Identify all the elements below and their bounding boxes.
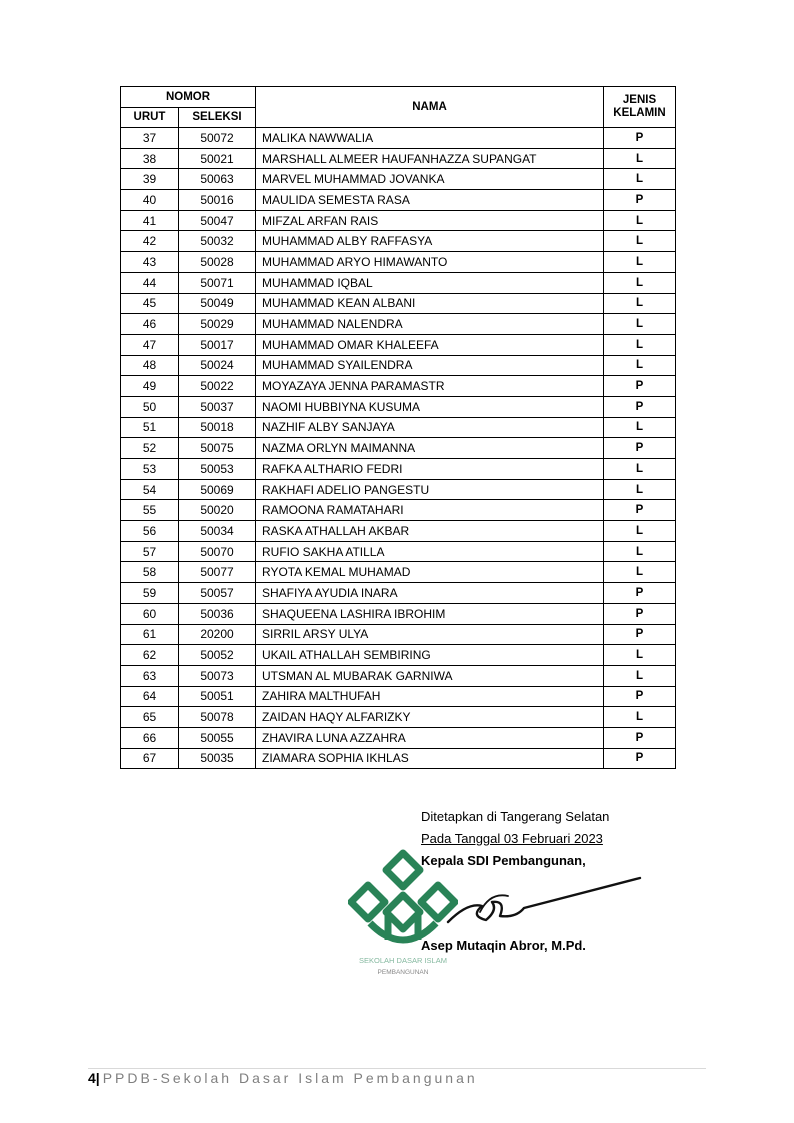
row-urut: 55 (121, 500, 179, 521)
signing-location: Ditetapkan di Tangerang Selatan (421, 809, 610, 824)
row-nama: NAOMI HUBBIYNA KUSUMA (256, 396, 604, 417)
row-nama: RAMOONA RAMATAHARI (256, 500, 604, 521)
row-urut: 57 (121, 541, 179, 562)
row-seleksi: 50029 (179, 314, 256, 335)
table-row (121, 521, 676, 542)
row-nama: RUFIO SAKHA ATILLA (256, 541, 604, 562)
row-jenis-kelamin: P (604, 500, 676, 521)
row-nama: ZAIDAN HAQY ALFARIZKY (256, 707, 604, 728)
row-jenis-kelamin: P (604, 376, 676, 397)
row-nama: MARVEL MUHAMMAD JOVANKA (256, 169, 604, 190)
row-nama: ZAHIRA MALTHUFAH (256, 686, 604, 707)
row-urut: 67 (121, 748, 179, 769)
row-urut: 43 (121, 252, 179, 273)
row-jenis-kelamin: L (604, 210, 676, 231)
table-row (121, 541, 676, 562)
row-urut: 63 (121, 665, 179, 686)
row-nama: RASKA ATHALLAH AKBAR (256, 521, 604, 542)
row-urut: 53 (121, 459, 179, 480)
row-nama: MOYAZAYA JENNA PARAMASTR (256, 376, 604, 397)
row-jenis-kelamin: L (604, 148, 676, 169)
header-kelamin: KELAMIN (613, 107, 666, 119)
row-nama: SHAQUEENA LASHIRA IBROHIM (256, 603, 604, 624)
row-urut: 65 (121, 707, 179, 728)
row-seleksi: 50034 (179, 521, 256, 542)
table-row (121, 479, 676, 500)
row-seleksi: 50049 (179, 293, 256, 314)
row-urut: 61 (121, 624, 179, 645)
row-nama: MUHAMMAD IQBAL (256, 272, 604, 293)
table-row (121, 272, 676, 293)
row-jenis-kelamin: L (604, 541, 676, 562)
row-seleksi: 50077 (179, 562, 256, 583)
table-row (121, 707, 676, 728)
footer-text: PPDB-Sekolah Dasar Islam Pembangunan (102, 1070, 478, 1086)
table-row (121, 645, 676, 666)
row-jenis-kelamin: L (604, 314, 676, 335)
row-seleksi: 20200 (179, 624, 256, 645)
row-seleksi: 50018 (179, 417, 256, 438)
row-jenis-kelamin: P (604, 128, 676, 149)
row-jenis-kelamin: L (604, 334, 676, 355)
row-urut: 51 (121, 417, 179, 438)
row-urut: 46 (121, 314, 179, 335)
signer-name: Asep Mutaqin Abror, M.Pd. (421, 938, 586, 953)
table-row (121, 417, 676, 438)
row-urut: 42 (121, 231, 179, 252)
row-urut: 54 (121, 479, 179, 500)
table-row (121, 583, 676, 604)
page-number: 4 (88, 1070, 96, 1086)
table-row (121, 624, 676, 645)
row-urut: 64 (121, 686, 179, 707)
row-jenis-kelamin: L (604, 169, 676, 190)
row-urut: 59 (121, 583, 179, 604)
header-jenis-kelamin (604, 87, 676, 128)
row-jenis-kelamin: P (604, 603, 676, 624)
table-row (121, 686, 676, 707)
table-row (121, 190, 676, 211)
row-urut: 56 (121, 521, 179, 542)
row-urut: 52 (121, 438, 179, 459)
row-jenis-kelamin: P (604, 727, 676, 748)
row-jenis-kelamin: L (604, 521, 676, 542)
row-nama: NAZMA ORLYN MAIMANNA (256, 438, 604, 459)
row-seleksi: 50037 (179, 396, 256, 417)
row-seleksi: 50055 (179, 727, 256, 748)
table-row (121, 727, 676, 748)
table-row (121, 355, 676, 376)
header-seleksi: SELEKSI (179, 108, 256, 128)
row-urut: 60 (121, 603, 179, 624)
row-nama: SHAFIYA AYUDIA INARA (256, 583, 604, 604)
row-jenis-kelamin: L (604, 707, 676, 728)
row-jenis-kelamin: P (604, 438, 676, 459)
row-nama: UKAIL ATHALLAH SEMBIRING (256, 645, 604, 666)
row-nama: RAKHAFI ADELIO PANGESTU (256, 479, 604, 500)
row-urut: 62 (121, 645, 179, 666)
row-nama: ZHAVIRA LUNA AZZAHRA (256, 727, 604, 748)
table-row (121, 438, 676, 459)
table-row (121, 396, 676, 417)
row-seleksi: 50069 (179, 479, 256, 500)
row-urut: 45 (121, 293, 179, 314)
row-jenis-kelamin: L (604, 417, 676, 438)
row-urut: 49 (121, 376, 179, 397)
row-nama: MUHAMMAD ARYO HIMAWANTO (256, 252, 604, 273)
row-jenis-kelamin: P (604, 624, 676, 645)
table-row (121, 252, 676, 273)
row-seleksi: 50047 (179, 210, 256, 231)
row-nama: RAFKA ALTHARIO FEDRI (256, 459, 604, 480)
row-seleksi: 50053 (179, 459, 256, 480)
row-urut: 47 (121, 334, 179, 355)
footer-divider (88, 1068, 706, 1069)
row-nama: MUHAMMAD ALBY RAFFASYA (256, 231, 604, 252)
header-nama: NAMA (256, 87, 604, 128)
row-seleksi: 50017 (179, 334, 256, 355)
signing-date: Pada Tanggal 03 Februari 2023 (421, 831, 603, 846)
row-seleksi: 50078 (179, 707, 256, 728)
row-nama: MUHAMMAD SYAILENDRA (256, 355, 604, 376)
row-seleksi: 50020 (179, 500, 256, 521)
row-jenis-kelamin: P (604, 583, 676, 604)
header-nomor: NOMOR (121, 87, 256, 108)
student-table-body (121, 128, 676, 769)
table-row (121, 376, 676, 397)
table-row (121, 314, 676, 335)
row-seleksi: 50022 (179, 376, 256, 397)
row-seleksi: 50024 (179, 355, 256, 376)
row-urut: 39 (121, 169, 179, 190)
row-nama: MAULIDA SEMESTA RASA (256, 190, 604, 211)
row-jenis-kelamin: L (604, 665, 676, 686)
row-nama: MALIKA NAWWALIA (256, 128, 604, 149)
footer-separator: | (95, 1070, 100, 1086)
student-table (120, 86, 676, 769)
row-nama: NAZHIF ALBY SANJAYA (256, 417, 604, 438)
row-nama: ZIAMARA SOPHIA IKHLAS (256, 748, 604, 769)
row-jenis-kelamin: L (604, 645, 676, 666)
row-jenis-kelamin: P (604, 396, 676, 417)
table-row (121, 665, 676, 686)
row-nama: MUHAMMAD KEAN ALBANI (256, 293, 604, 314)
row-urut: 41 (121, 210, 179, 231)
table-row (121, 562, 676, 583)
table-row (121, 231, 676, 252)
row-nama: MUHAMMAD OMAR KHALEEFA (256, 334, 604, 355)
table-row (121, 169, 676, 190)
table-row (121, 334, 676, 355)
row-jenis-kelamin: L (604, 231, 676, 252)
header-jenis: JENIS (622, 94, 657, 106)
row-urut: 37 (121, 128, 179, 149)
table-row (121, 128, 676, 149)
signature-scribble (440, 872, 645, 932)
row-seleksi: 50075 (179, 438, 256, 459)
table-row (121, 603, 676, 624)
row-seleksi: 50035 (179, 748, 256, 769)
row-seleksi: 50073 (179, 665, 256, 686)
row-nama: RYOTA KEMAL MUHAMAD (256, 562, 604, 583)
seal-text-line1: SEKOLAH DASAR ISLAM (359, 956, 447, 965)
row-seleksi: 50036 (179, 603, 256, 624)
table-row (121, 210, 676, 231)
table-row (121, 148, 676, 169)
row-nama: MARSHALL ALMEER HAUFANHAZZA SUPANGAT (256, 148, 604, 169)
row-seleksi: 50070 (179, 541, 256, 562)
row-nama: UTSMAN AL MUBARAK GARNIWA (256, 665, 604, 686)
table-row (121, 748, 676, 769)
row-seleksi: 50072 (179, 128, 256, 149)
page-footer (88, 1070, 478, 1086)
row-urut: 66 (121, 727, 179, 748)
row-seleksi: 50016 (179, 190, 256, 211)
row-nama: MUHAMMAD NALENDRA (256, 314, 604, 335)
row-jenis-kelamin: L (604, 355, 676, 376)
row-seleksi: 50071 (179, 272, 256, 293)
row-nama: SIRRIL ARSY ULYA (256, 624, 604, 645)
row-jenis-kelamin: L (604, 272, 676, 293)
row-jenis-kelamin: L (604, 293, 676, 314)
signer-role: Kepala SDI Pembangunan, (421, 853, 586, 868)
row-jenis-kelamin: L (604, 252, 676, 273)
row-jenis-kelamin: L (604, 479, 676, 500)
table-row (121, 500, 676, 521)
row-seleksi: 50063 (179, 169, 256, 190)
row-jenis-kelamin: P (604, 748, 676, 769)
row-seleksi: 50057 (179, 583, 256, 604)
row-jenis-kelamin: L (604, 459, 676, 480)
row-urut: 48 (121, 355, 179, 376)
row-jenis-kelamin: L (604, 562, 676, 583)
row-seleksi: 50032 (179, 231, 256, 252)
row-urut: 44 (121, 272, 179, 293)
row-urut: 50 (121, 396, 179, 417)
row-urut: 40 (121, 190, 179, 211)
row-seleksi: 50052 (179, 645, 256, 666)
row-urut: 38 (121, 148, 179, 169)
row-seleksi: 50021 (179, 148, 256, 169)
row-jenis-kelamin: P (604, 190, 676, 211)
table-row (121, 293, 676, 314)
row-nama: MIFZAL ARFAN RAIS (256, 210, 604, 231)
row-seleksi: 50051 (179, 686, 256, 707)
row-seleksi: 50028 (179, 252, 256, 273)
seal-text-line2: PEMBANGUNAN (377, 969, 429, 976)
row-jenis-kelamin: P (604, 686, 676, 707)
header-urut: URUT (121, 108, 179, 128)
row-urut: 58 (121, 562, 179, 583)
table-row (121, 459, 676, 480)
